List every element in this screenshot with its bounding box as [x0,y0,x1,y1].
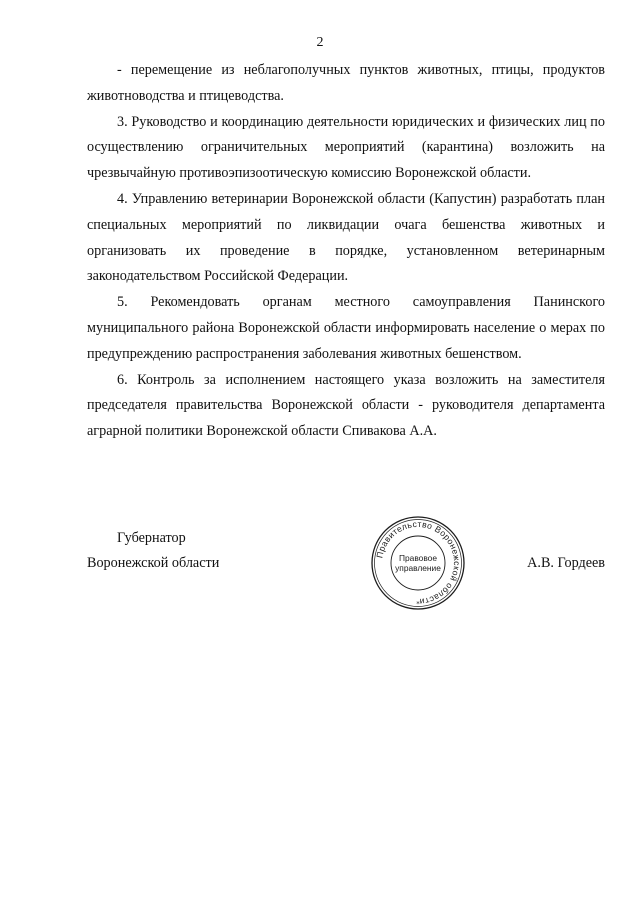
signatory-region: Воронежской области [87,555,220,571]
signatory-title: Губернатор [117,530,186,546]
paragraph-5-recommendation: 5. Рекомендовать органам местного самоуправления Панинского муниципального района Воронежской области информировать население о мерах по предупреждению распространения заболевания животных бешенством. [87,294,605,362]
seal-star-icon: * [416,600,420,608]
paragraph-3-coordination: 3. Руководство и координацию деятельности юридических и физических лиц по осуществлению ограничительных мероприятий (карантина) возложить на чрезвычайную противоэпизоотическую комиссию Воронежской области. [87,113,605,182]
paragraph-6-control: 6. Контроль за исполнением настоящего указа возложить на заместителя председателя правительства Воронежской области - руководителя департамента аграрной политики Воронежской области Спивакова А.А. [87,371,605,440]
paragraph-movement-ban: - перемещение из неблагополучных пунктов животных, птицы, продуктов животноводства и птицеводства. [87,62,605,104]
seal-ring-text: Правительство Воронежской области [374,518,463,608]
paragraph-4-veterinary-plan: 4. Управлению ветеринарии Воронежской области (Капустин) разработать план специальных мероприятий по ликвидации очага бешенства животных и организовать их проведение в порядке, установленном ветеринарным законодательством Российской Федерации. [87,190,605,285]
seal-center-line1: Правовое [398,553,438,563]
signatory-position [87,526,219,576]
official-seal-stamp [369,514,467,612]
seal-center-line2: управление [395,563,441,573]
signatory-name: А.В. Гордеев [527,555,605,571]
page-number: 2 [316,35,324,50]
signature-block [87,514,605,614]
document-body [87,58,605,445]
